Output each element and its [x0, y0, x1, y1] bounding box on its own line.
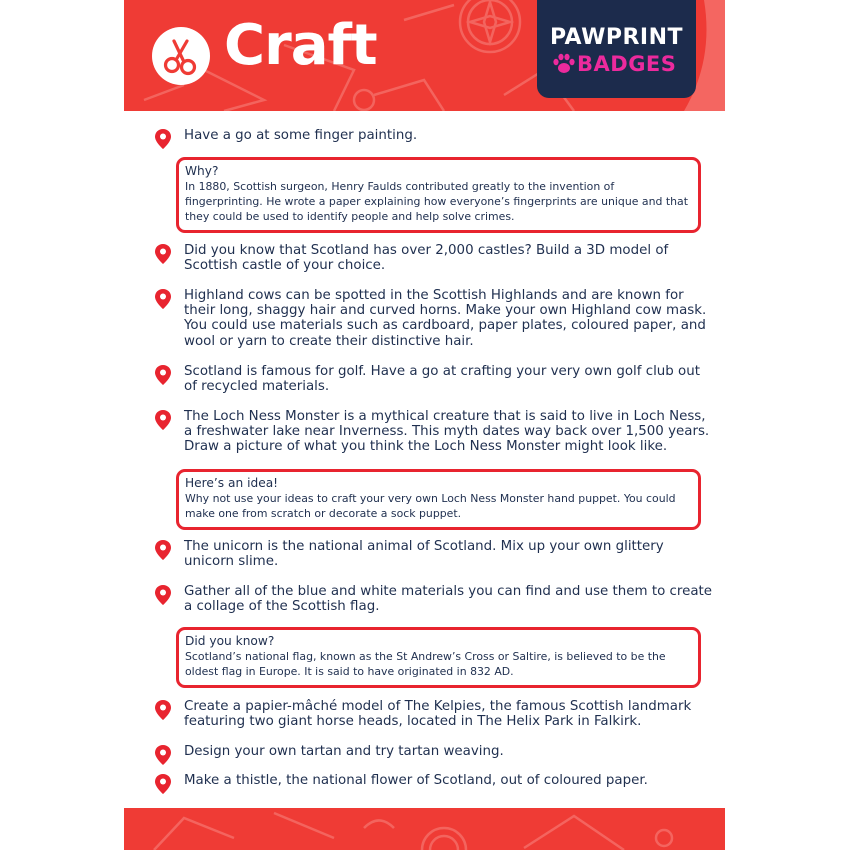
map-pin-icon: [154, 744, 172, 766]
activity-sheet: [124, 0, 725, 850]
item-text: Scotland is famous for golf. Have a go at crafting your very own golf club out of recycled materials.: [184, 364, 700, 395]
box-body: Why not use your ideas to craft your very own Loch Ness Monster hand puppet. You could make one from scratch or decorate a sock puppet.: [185, 492, 676, 521]
footer-decoration: [124, 808, 725, 850]
map-pin-icon: [154, 539, 172, 561]
map-pin-icon: [154, 773, 172, 795]
map-pin-icon: [154, 364, 172, 386]
item-text: Highland cows can be spotted in the Scottish Highlands and are known for their long, shaggy hair and curved horns. Make your own Highland cow mask. You could use materials such as cardboard, paper plates, coloured paper, and wool or yarn to create their distinctive hair.: [184, 288, 707, 349]
page-title: Craft: [224, 13, 377, 78]
brand-logo: [537, 0, 696, 98]
item-text: Have a go at some finger painting.: [184, 128, 418, 143]
brand-name-bottom: BADGES: [577, 52, 677, 76]
item-text: Create a papier-mâché model of The Kelpies, the famous Scottish landmark featuring two giant horse heads, located in The Helix Park in Falkirk.: [184, 699, 692, 730]
info-box-did-you-know: [176, 627, 701, 688]
item-text: The Loch Ness Monster is a mythical creature that is said to live in Loch Ness, a freshwater lake near Inverness. This myth dates way back over 1,500 years. Draw a picture of what you think the Loch Ness Monster might look like.: [184, 409, 710, 455]
map-pin-icon: [154, 409, 172, 431]
map-pin-icon: [154, 699, 172, 721]
box-body: Scotland’s national flag, known as the St Andrew’s Cross or Saltire, is believed to be the oldest flag in Europe. It is said to have originated in 832 AD.: [185, 650, 666, 679]
box-title: Did you know?: [185, 634, 275, 648]
box-body: In 1880, Scottish surgeon, Henry Faulds contributed greatly to the invention of fingerprinting. He wrote a paper explaining how everyone’s fingerprints are unique and that they could be used to identify people and help solve crimes.: [185, 180, 688, 224]
paw-icon: [552, 53, 576, 75]
map-pin-icon: [154, 243, 172, 265]
info-box-why: [176, 157, 701, 233]
info-box-idea: [176, 469, 701, 530]
brand-name-top: PAWPRINT: [549, 25, 684, 50]
map-pin-icon: [154, 584, 172, 606]
item-text: The unicorn is the national animal of Scotland. Mix up your own glittery unicorn slime.: [184, 539, 664, 570]
item-text: Design your own tartan and try tartan weaving.: [184, 744, 504, 759]
item-text: Gather all of the blue and white materials you can find and use them to create a collage of the Scottish flag.: [184, 584, 713, 615]
header-banner: [124, 0, 725, 111]
item-text: Make a thistle, the national flower of Scotland, out of coloured paper.: [184, 773, 648, 788]
map-pin-icon: [154, 288, 172, 310]
box-title: Here’s an idea!: [185, 476, 279, 490]
item-text: Did you know that Scotland has over 2,000 castles? Build a 3D model of Scottish castle of your choice.: [184, 243, 669, 274]
box-title: Why?: [185, 164, 219, 178]
scissors-icon: [152, 27, 210, 85]
map-pin-icon: [154, 128, 172, 150]
footer-banner: [124, 808, 725, 850]
